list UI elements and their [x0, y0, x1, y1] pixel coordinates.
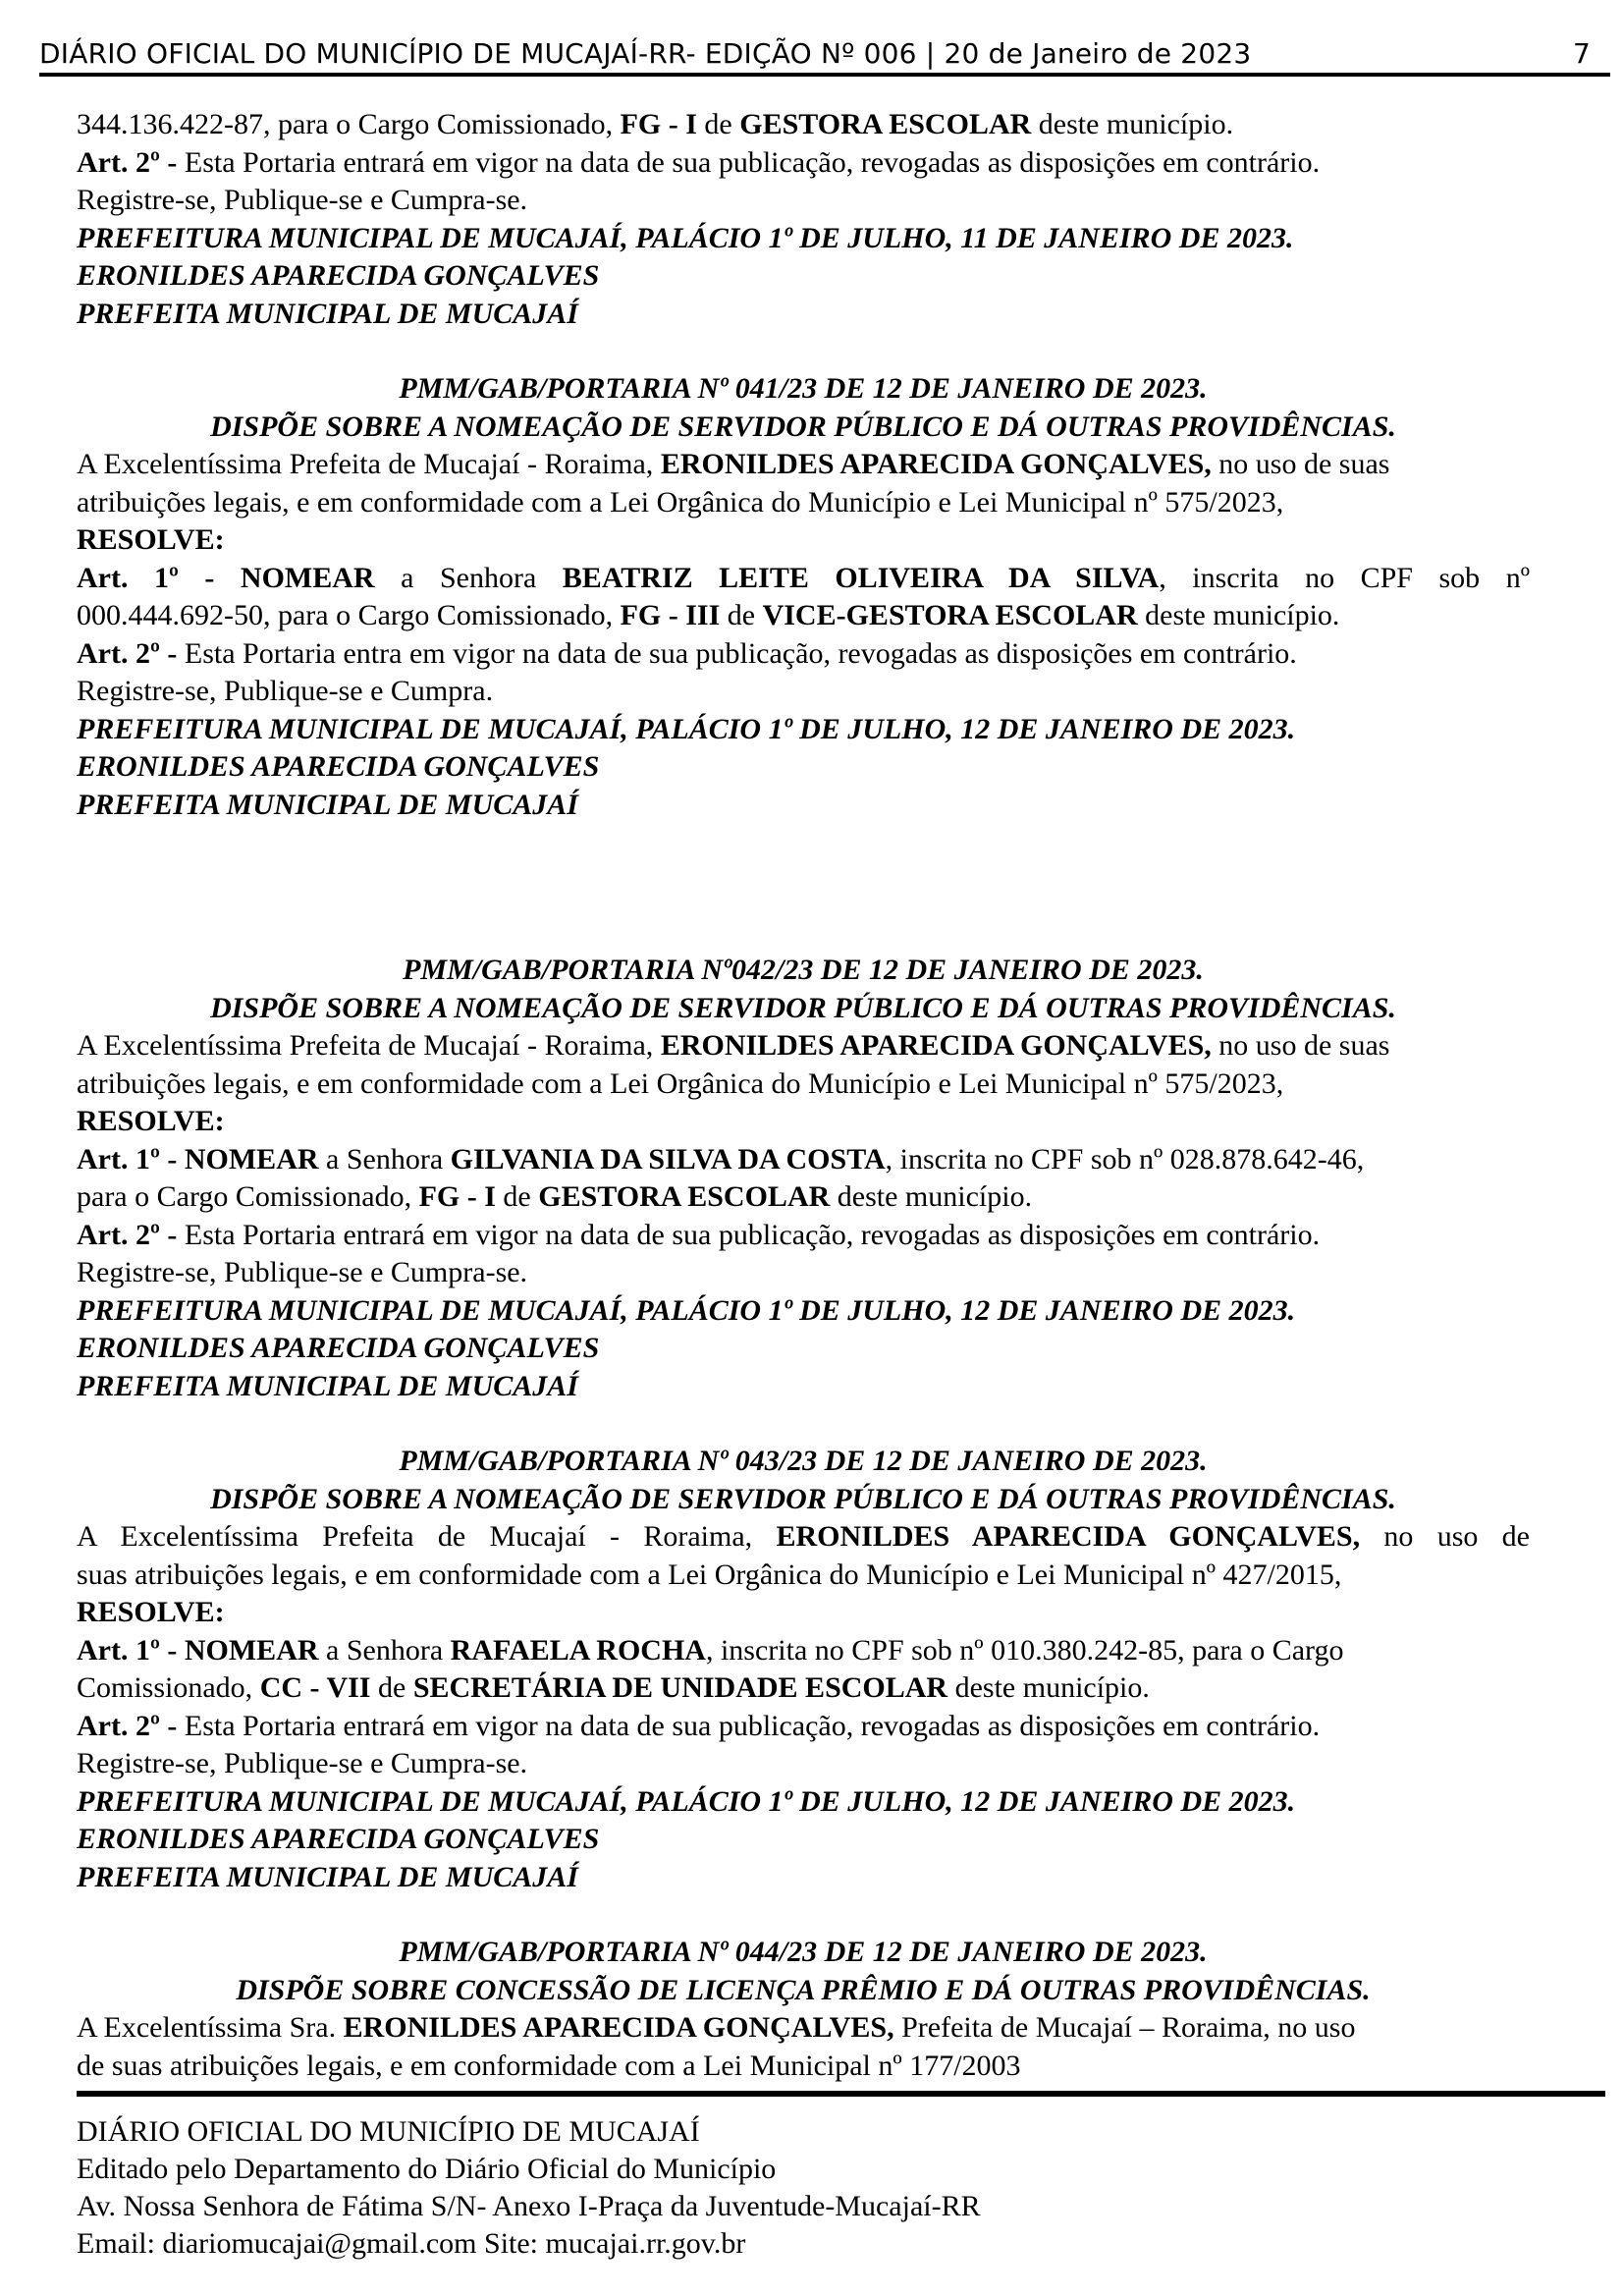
footer-publication-name: DIÁRIO OFICIAL DO MUNICÍPIO DE MUCAJAÍ [77, 2115, 700, 2148]
intro-paragraph: A Excelentíssima Sra. ERONILDES APARECIDA GONÇALVES, Prefeita de Mucajaí – Roraima, no uso [77, 2011, 1356, 2044]
page-number: 7 [1572, 37, 1591, 70]
signature-role: PREFEITA MUNICIPAL DE MUCAJAÍ [77, 788, 578, 821]
portaria-subtitle: DISPÕE SOBRE CONCESSÃO DE LICENÇA PRÊMIO E DÁ OUTRAS PROVIDÊNCIAS. [236, 1973, 1371, 2006]
footer-rule [77, 2091, 1605, 2097]
art1-paragraph-line2: Comissionado, CC - VII de SECRETÁRIA DE UNIDADE ESCOLAR deste município. [77, 1671, 1150, 1704]
art1-paragraph: Art. 1º - NOMEAR a Senhora RAFAELA ROCHA, inscrita no CPF sob nº 010.380.242-85, para o Cargo [77, 1633, 1344, 1667]
footer-address: Av. Nossa Senhora de Fátima S/N- Anexo I-Praça da Juventude-Mucajaí-RR [77, 2190, 981, 2222]
registre-line: Registre-se, Publique-se e Cumpra. [77, 675, 494, 707]
art2-paragraph: Art. 2º - Esta Portaria entrará em vigor na data de sua publicação, revogadas as disposições em contrário. [77, 145, 1321, 179]
intro-paragraph-line2: atribuições legais, e em conformidade com a Lei Orgânica do Município e Lei Municipal nº 575/2023, [77, 1066, 1284, 1100]
intro-paragraph: A Excelentíssima Prefeita de Mucajaí - Roraima, ERONILDES APARECIDA GONÇALVES, no uso de [77, 1520, 1530, 1553]
art1-continuation: 344.136.422-87, para o Cargo Comissionado, FG - I de GESTORA ESCOLAR deste município. [77, 108, 1234, 140]
art2-paragraph: Art. 2º - Esta Portaria entrará em vigor na data de sua publicação, revogadas as disposições em contrário. [77, 1709, 1321, 1742]
portaria-041 [77, 370, 1530, 824]
signature-name: ERONILDES APARECIDA GONÇALVES [77, 259, 600, 292]
signature-name: ERONILDES APARECIDA GONÇALVES [77, 1823, 600, 1855]
resolve-label: RESOLVE: [77, 1105, 225, 1137]
previous-portaria-continuation [77, 106, 1530, 333]
portaria-subtitle: DISPÕE SOBRE A NOMEAÇÃO DE SERVIDOR PÚBLICO E DÁ OUTRAS PROVIDÊNCIAS. [210, 410, 1396, 443]
art1-paragraph: Art. 1º - NOMEAR a Senhora GILVANIA DA SILVA DA COSTA, inscrita no CPF sob nº 028.878.642-46, [77, 1142, 1365, 1175]
intro-paragraph: A Excelentíssima Prefeita de Mucajaí - Roraima, ERONILDES APARECIDA GONÇALVES, no uso de suas [77, 1029, 1390, 1062]
footer-contact: Email: diariomucajai@gmail.com Site: mucajai.rr.gov.br [77, 2227, 746, 2260]
registre-line: Registre-se, Publique-se e Cumpra-se. [77, 184, 528, 216]
intro-paragraph-line2: suas atribuições legais, e em conformidade com a Lei Orgânica do Município e Lei Municipal nº 427/2015, [77, 1558, 1342, 1591]
art1-paragraph-line2: para o Cargo Comissionado, FG - I de GESTORA ESCOLAR deste município. [77, 1180, 1033, 1213]
portaria-title: PMM/GAB/PORTARIA Nº 041/23 DE 12 DE JANEIRO DE 2023. [399, 372, 1208, 405]
signature-role: PREFEITA MUNICIPAL DE MUCAJAÍ [77, 297, 578, 330]
portaria-043 [77, 1443, 1530, 1896]
signature-role: PREFEITA MUNICIPAL DE MUCAJAÍ [77, 1369, 578, 1402]
portaria-title: PMM/GAB/PORTARIA Nº042/23 DE 12 DE JANEIRO DE 2023. [403, 954, 1204, 986]
intro-paragraph: A Excelentíssima Prefeita de Mucajaí - Roraima, ERONILDES APARECIDA GONÇALVES, no uso de suas [77, 448, 1390, 480]
document-body [77, 106, 1530, 2085]
portaria-042 [77, 952, 1530, 1405]
signature-role: PREFEITA MUNICIPAL DE MUCAJAÍ [77, 1860, 578, 1893]
portaria-subtitle: DISPÕE SOBRE A NOMEAÇÃO DE SERVIDOR PÚBLICO E DÁ OUTRAS PROVIDÊNCIAS. [210, 991, 1396, 1024]
art1-paragraph: Art. 1º - NOMEAR a Senhora BEATRIZ LEITE OLIVEIRA DA SILVA, inscrita no CPF sob nº [77, 561, 1531, 594]
registre-line: Registre-se, Publique-se e Cumpra-se. [77, 1256, 528, 1288]
signature-place-date: PREFEITURA MUNICIPAL DE MUCAJAÍ, PALÁCIO 1º DE JULHO, 12 DE JANEIRO DE 2023. [77, 1293, 1296, 1327]
header-title: DIÁRIO OFICIAL DO MUNICÍPIO DE MUCAJAÍ-RR- EDIÇÃO Nº 006 | 20 de Janeiro de 2023 [39, 37, 1252, 70]
header-rule [39, 73, 1610, 77]
portaria-subtitle: DISPÕE SOBRE A NOMEAÇÃO DE SERVIDOR PÚBLICO E DÁ OUTRAS PROVIDÊNCIAS. [210, 1482, 1396, 1515]
intro-paragraph-line2: de suas atribuições legais, e em conformidade com a Lei Municipal nº 177/2003 [77, 2049, 1021, 2082]
signature-place-date: PREFEITURA MUNICIPAL DE MUCAJAÍ, PALÁCIO 1º DE JULHO, 11 DE JANEIRO DE 2023. [77, 221, 1294, 254]
portaria-title: PMM/GAB/PORTARIA Nº 043/23 DE 12 DE JANEIRO DE 2023. [399, 1445, 1208, 1477]
resolve-label: RESOLVE: [77, 523, 225, 556]
intro-paragraph-line2: atribuições legais, e em conformidade com a Lei Orgânica do Município e Lei Municipal nº 575/2023, [77, 485, 1284, 519]
art2-paragraph: Art. 2º - Esta Portaria entra em vigor na data de sua publicação, revogadas as disposições em contrário. [77, 636, 1297, 670]
art2-paragraph: Art. 2º - Esta Portaria entrará em vigor na data de sua publicação, revogadas as disposições em contrário. [77, 1218, 1321, 1251]
page-header [39, 37, 1591, 70]
footer-editor: Editado pelo Departamento do Diário Oficial do Município [77, 2153, 777, 2185]
page-footer [77, 2113, 981, 2263]
signature-place-date: PREFEITURA MUNICIPAL DE MUCAJAÍ, PALÁCIO 1º DE JULHO, 12 DE JANEIRO DE 2023. [77, 1784, 1296, 1818]
signature-name: ERONILDES APARECIDA GONÇALVES [77, 1332, 600, 1364]
portaria-044 [77, 1934, 1530, 2085]
registre-line: Registre-se, Publique-se e Cumpra-se. [77, 1747, 528, 1779]
signature-place-date: PREFEITURA MUNICIPAL DE MUCAJAÍ, PALÁCIO 1º DE JULHO, 12 DE JANEIRO DE 2023. [77, 712, 1296, 745]
art1-paragraph-line2: 000.444.692-50, para o Cargo Comissionado, FG - III de VICE-GESTORA ESCOLAR deste município. [77, 599, 1340, 631]
resolve-label: RESOLVE: [77, 1596, 225, 1628]
signature-name: ERONILDES APARECIDA GONÇALVES [77, 750, 600, 783]
portaria-title: PMM/GAB/PORTARIA Nº 044/23 DE 12 DE JANEIRO DE 2023. [399, 1936, 1208, 1968]
